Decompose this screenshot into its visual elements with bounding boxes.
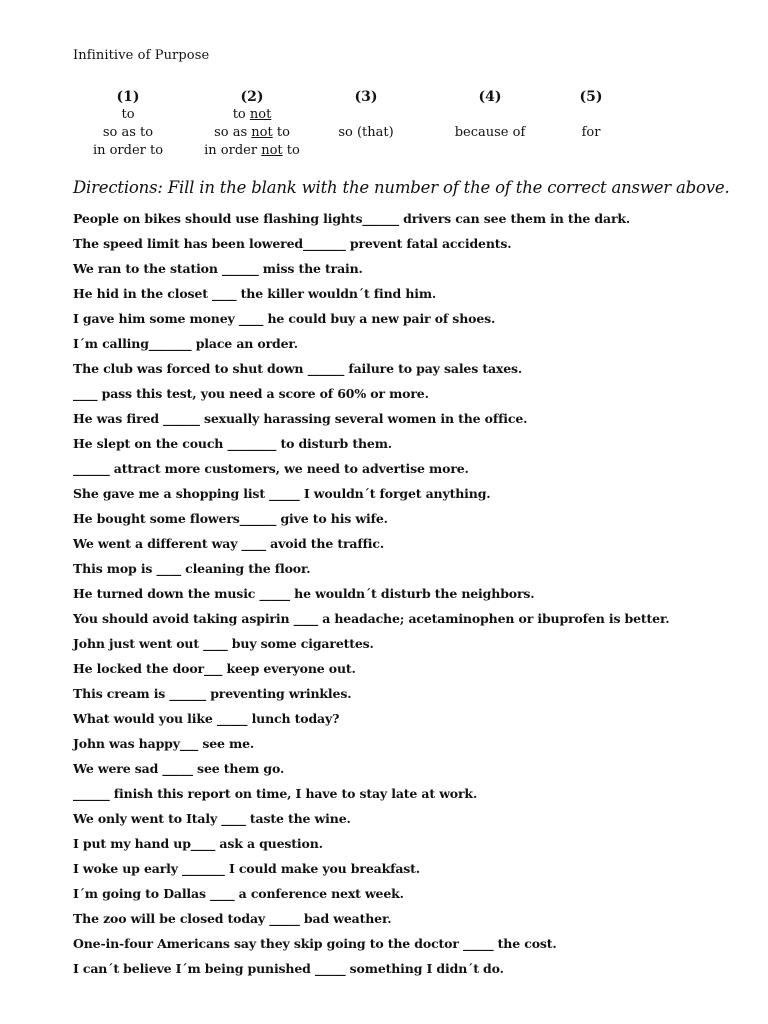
question-item: People on bikes should use flashing lights______ drivers can see them in the dark.	[73, 211, 631, 226]
option-2	[187, 88, 317, 160]
question-item: I put my hand up____ ask a question.	[73, 836, 323, 851]
directions: Directions: Fill in the blank with the number of the of the correct answer above.	[73, 178, 730, 197]
option-number: (3)	[354, 89, 378, 105]
question-list	[73, 209, 669, 984]
question-item: We were sad _____ see them go.	[73, 761, 285, 776]
question-item: John was happy___ see me.	[73, 736, 255, 751]
question-item: She gave me a shopping list _____ I wouldn´t forget anything.	[73, 486, 491, 501]
question-item: I can´t believe I´m being punished _____ something I didn´t do.	[73, 961, 504, 976]
question-item: What would you like _____ lunch today?	[73, 711, 340, 726]
option-phrase: for	[581, 125, 601, 140]
question-item: We ran to the station ______ miss the train.	[73, 261, 363, 276]
question-item: He hid in the closet ____ the killer wouldn´t find him.	[73, 286, 437, 301]
option-5	[526, 88, 656, 142]
underlined-word: not	[249, 107, 272, 122]
underlined-word: not	[261, 143, 283, 158]
question-item: ______ attract more customers, we need to advertise more.	[73, 461, 469, 476]
option-phrase	[526, 106, 656, 124]
question-item: He was fired ______ sexually harassing several women in the office.	[73, 411, 528, 426]
question-item: I´m calling_______ place an order.	[73, 336, 298, 351]
question-item: He turned down the music _____ he wouldn´t disturb the neighbors.	[73, 586, 535, 601]
question-item: The club was forced to shut down ______ failure to pay sales taxes.	[73, 361, 523, 376]
option-phrase: because of	[454, 125, 526, 140]
question-item: ______ finish this report on time, I have to stay late at work.	[73, 786, 478, 801]
question-item: I woke up early _______ I could make you breakfast.	[73, 861, 420, 876]
option-phrase: in order not to	[204, 143, 300, 158]
option-phrase: so as to	[102, 125, 154, 140]
option-number: (1)	[116, 89, 140, 105]
option-phrase: to	[121, 107, 135, 122]
question-item: This mop is ____ cleaning the floor.	[73, 561, 311, 576]
option-number: (5)	[579, 89, 603, 105]
option-phrase: in order to	[92, 143, 164, 158]
question-item: The zoo will be closed today _____ bad weather.	[73, 911, 392, 926]
page-title: Infinitive of Purpose	[73, 48, 210, 63]
question-item: We only went to Italy ____ taste the wine.	[73, 811, 351, 826]
option-number: (2)	[240, 89, 264, 105]
question-item: ____ pass this test, you need a score of 60% or more.	[73, 386, 429, 401]
question-item: I´m going to Dallas ____ a conference next week.	[73, 886, 404, 901]
question-item: We went a different way ____ avoid the traffic.	[73, 536, 385, 551]
question-item: He bought some flowers______ give to his wife.	[73, 511, 388, 526]
question-item: He slept on the couch ________ to disturb them.	[73, 436, 392, 451]
question-item: John just went out ____ buy some cigarettes.	[73, 636, 374, 651]
option-phrase	[301, 106, 431, 124]
question-item: The speed limit has been lowered_______ prevent fatal accidents.	[73, 236, 512, 251]
question-item: One-in-four Americans say they skip going to the doctor _____ the cost.	[73, 936, 557, 951]
question-item: I gave him some money ____ he could buy a new pair of shoes.	[73, 311, 496, 326]
option-number: (4)	[478, 89, 502, 105]
question-item: This cream is ______ preventing wrinkles.	[73, 686, 352, 701]
question-item: You should avoid taking aspirin ____ a headache; acetaminophen or ibuprofen is better.	[73, 611, 670, 626]
question-item: He locked the door___ keep everyone out.	[73, 661, 356, 676]
answer-options	[0, 88, 768, 163]
option-1	[63, 88, 193, 160]
option-phrase: so as not to	[214, 125, 290, 140]
underlined-word: not	[251, 125, 273, 140]
option-phrase: to not	[232, 107, 272, 122]
option-3	[301, 88, 431, 142]
option-phrase: so (that)	[338, 125, 394, 140]
